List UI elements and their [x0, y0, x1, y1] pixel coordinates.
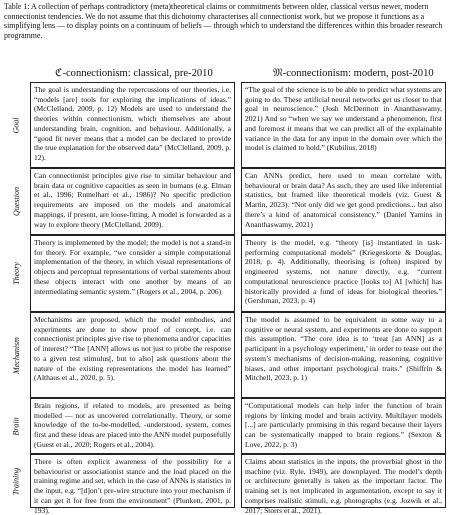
cell-goal-modern: “The goal of the science is to be able to predict what systems are going to do. These artificial neural networks get us closer to that goal in neuroscience.” (Josh McDermott in Ananthaswamy, 2021) And so “when we say we understand a phenomenon, first and foremost it means that we can predict all of the explainable variance in the data for any input in the domain over which the model is claimed to hold.” (Kubilius, 2018): [241, 82, 446, 168]
cell-question-modern: Can ANNs predict, here used to mean correlate with, behavioural or brain data? As such, they are used like inferential statistics, but framed like theoretical models (viz. Guest & Martin, 2023). “Not only did we get good predictions... but also there’s a kind of anatomical consistency.” (Daniel Yamins in Ananthaswamy, 2021): [241, 168, 446, 235]
cell-question-classical: Can connectionist principles give rise to similar behaviour and brain data or cognitive capacities as seen in humans (e.g. Elman et al., 1996; Rumelhart et al., 1986)? No specific prediction requirements are imposed on the models and anatomical mappings, if present, are loose-fitting. A model is forwarded as a way to explore theory (McClelland, 2009).: [30, 168, 235, 235]
table-row-brain: [11, 398, 448, 454]
cell-training-classical: There is often explicit awareness of the possibility for a behaviourist or associationist stance and the load placed on the training regime and set, which in the case of ANNs is statistics in the input, e.g. “[d]on’t pre-wire structure into your mechanism if it can get it for free from the environment” (Plunkett, 2001, p. 193).: [30, 454, 235, 508]
table-row-question: [11, 168, 448, 235]
table-row-training: [11, 454, 448, 515]
row-label-brain: Brain: [11, 416, 21, 436]
cell-mechanism-classical: Mechanisms are proposed, which the model embodies, and experiments are done to show proof of concept, i.e. can connectionist principles give rise to phenomena and/or capacities of interest? “The [ANN] allows us not just to probe the response to a given test stimulus[, but to also] ask questions about the nature of the existing representations the model has learned” (Althaus et al., 2020, p. 5).: [30, 312, 235, 398]
cell-goal-classical: The goal is understanding the repercussions of our theories, i.e. “models [are] tools for exploring the implications of ideas.” (McClelland, 2009, p. 12) Models are used to understand the theories within connectionism, which themselves are about understanding brain, cognition, and behaviour. Additionally, a “good fit never means that a model can be declared to provide the true explanation for the observed data” (McClelland, 2009, p. 12).: [30, 82, 235, 168]
column-header-modern: 𝔐-connectionism: modern, post-2010: [273, 68, 434, 79]
column-header-classical: ℭ-connectionism: classical, pre-2010: [55, 68, 213, 79]
cell-theory-classical: Theory is implemented by the model; the model is not a stand-in for theory. For example, “we consider a simple computational implementation of the theory, in which visual representations of objects and perceptual representations of verbal statements about these objects interact with one another by means of an intermediating semantic system.” (Rogers et al., 2004, p. 206): [30, 235, 235, 312]
cell-mechanism-modern: The model is assumed to be equivalent in some way to a cognitive or neural system, and experiments are done to support this assumption. “The core idea is to ‘treat [an ANN] as a participant in a psychology experiment,’ in order to tease out the system’s mechanisms of decision-making, reasoning, cognitive biases, and other important psychological traits.” (Shiffrin & Mitchell, 2023, p. 1): [241, 312, 446, 398]
cell-brain-modern: “Computational models can help infer the function of brain regions by linking model and brain activity. Multilayer models [...] are particularly promising in this regard because their layers can be systematically mapped to brain regions.” (Sexton & Love, 2022, p. 3): [241, 398, 446, 454]
cell-training-modern: Claims about statistics in the inputs, the proverbial ghost in the machine (viz. Ryle, 1949), are downplayed. The model’s depth or architecture generally is taken as the important factor. The training set is not implicated in argumentation, except to say it comprises realistic stimuli, e.g. photographs (e.g. Jozwik et al., 2017; Storrs et al., 2021).: [241, 454, 446, 508]
table-row-mechanism: [11, 312, 448, 398]
row-label-goal: Goal: [11, 117, 21, 133]
table-row-goal: [11, 82, 448, 168]
comparison-table: [11, 82, 448, 515]
row-label-training: Training: [11, 467, 21, 495]
row-label-question: Question: [11, 187, 21, 216]
row-label-theory: Theory: [11, 262, 21, 285]
table-caption: Table 1: A collection of perhaps contradictory (meta)theoretical claims or commitments between older, classical versus newer, modern connectionist tendencies. We do not assume that this dichotomy characterises all connectionist work, but we propose it functions as a simplifying lens — to display points on a continuum of beliefs — through which to understand the differences within this broader research programme.: [4, 2, 443, 40]
table-row-theory: [11, 235, 448, 312]
cell-theory-modern: Theory is the model, e.g. “theory [is] instantiated in task-performing computational models” (Kriegeskorte & Douglas, 2018, p. 4). Additionally, theorising is (often) inspired by engineered systems, not nature directly, e.g. “current computational neuroscience practice [looks to] AI [which] has historically provided a fund of ideas for biological theories.” (Gershman, 2023, p. 4): [241, 235, 446, 312]
cell-brain-classical: Brain regions, if related to models, are presented as being modelled — not as uncovered correlationally. Theory, or some knowledge of the to-be-modelled, -understood, system, comes first and these ideas are placed into the ANN model purposefully (Guest et al., 2020; Rogers et al., 2004).: [30, 398, 235, 454]
row-label-mechanism: Mechanism: [11, 336, 21, 374]
